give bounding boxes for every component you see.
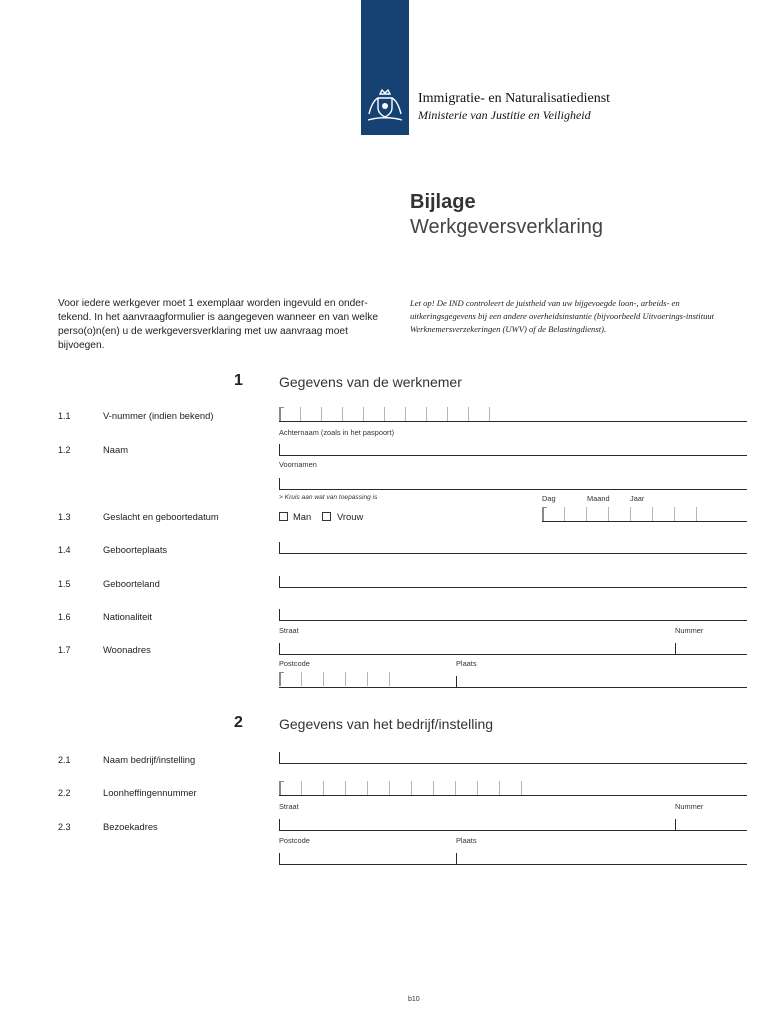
geboortedatum-field[interactable]: [542, 505, 718, 521]
straat-label: Straat: [279, 626, 299, 635]
straat-underline: [279, 654, 747, 655]
geboorteplaats-field[interactable]: [279, 542, 280, 553]
row-number: 1.5: [58, 579, 71, 589]
geboorteland-underline: [279, 587, 747, 588]
row-label-naam: Naam: [103, 444, 129, 455]
bedrijf-straat-label: Straat: [279, 802, 299, 811]
dag-label: Dag: [542, 494, 556, 503]
section-1-title: Gegevens van de werknemer: [279, 374, 462, 390]
voornamen-field[interactable]: [279, 478, 280, 489]
geboorteplaats-underline: [279, 553, 747, 554]
organization-name: Immigratie- en Naturalisatiedienst: [418, 91, 611, 106]
row-label-bezoekadres: Bezoekadres: [103, 821, 158, 832]
row-number: 1.3: [58, 512, 71, 522]
row-label-geboorteplaats: Geboorteplaats: [103, 544, 168, 555]
row-number: 1.4: [58, 545, 71, 555]
page-code: b10: [408, 996, 420, 1003]
postcode-underline: [279, 687, 747, 688]
section-2-title: Gegevens van het bedrijf/instelling: [279, 716, 494, 732]
voornamen-underline: [279, 489, 747, 490]
row-number: 1.2: [58, 445, 71, 455]
row-number: 2.3: [58, 822, 71, 832]
loonheffingennummer-field[interactable]: [279, 779, 543, 795]
row-number: 2.1: [58, 755, 71, 765]
row-label-loonheffingennummer: Loonheffingennummer: [103, 787, 197, 798]
bedrijf-straat-underline: [279, 830, 747, 831]
nummer-field[interactable]: [675, 643, 676, 654]
checkbox-hint: > Kruis aan wat van toepassing is: [279, 494, 378, 501]
maand-label: Maand: [587, 494, 610, 503]
row-label-naam-bedrijf: Naam bedrijf/instelling: [103, 754, 196, 765]
bedrijf-nummer-label: Nummer: [675, 802, 704, 811]
bedrijf-plaats-label: Plaats: [456, 836, 477, 845]
bedrijf-nummer-field[interactable]: [675, 819, 676, 830]
row-label-geboorteland: Geboorteland: [103, 578, 160, 589]
row-number: 1.7: [58, 645, 71, 655]
checkbox-man-label: Man: [293, 511, 312, 522]
section-1-number: 1: [234, 372, 243, 389]
row-number: 1.1: [58, 411, 71, 421]
bedrijf-plaats-field[interactable]: [456, 853, 457, 864]
bedrijf-postcode-underline: [279, 864, 747, 865]
row-label-nationaliteit: Nationaliteit: [103, 611, 152, 622]
row-number: 2.2: [58, 788, 71, 798]
document-subtitle: Werkgeversverklaring: [410, 216, 604, 238]
plaats-label: Plaats: [456, 659, 477, 668]
jaar-label: Jaar: [630, 494, 645, 503]
loonheffingennummer-underline: [279, 795, 747, 796]
straat-field[interactable]: [279, 643, 280, 654]
nationaliteit-underline: [279, 620, 747, 621]
row-label-geslacht: Geslacht en geboortedatum: [103, 511, 219, 522]
naam-bedrijf-underline: [279, 763, 747, 764]
intro-warning: Let op! De IND controleert de juistheid van uw bijgevoegde loon-, arbeids- en uitkeringsgegevens bij een andere overheidsinstantie (bijvoorbeeld Uitvoerings-instituut Werknemersverzekeringen (UWV) of de Belastingdienst).: [410, 298, 715, 334]
ministry-name: Ministerie van Justitie en Veiligheid: [418, 108, 591, 122]
geboortedatum-underline: [542, 521, 747, 522]
row-label-woonadres: Woonadres: [103, 644, 151, 655]
achternaam-label: Achternaam (zoals in het paspoort): [279, 428, 395, 437]
checkbox-vrouw-label: Vrouw: [337, 511, 364, 522]
nationaliteit-field[interactable]: [279, 609, 280, 620]
row-label-v-nummer: V-nummer (indien bekend): [103, 410, 214, 421]
bedrijf-postcode-label: Postcode: [279, 836, 310, 845]
row-number: 1.6: [58, 612, 71, 622]
bedrijf-straat-field[interactable]: [279, 819, 280, 830]
achternaam-underline: [279, 455, 747, 456]
v-nummer-underline: [279, 421, 747, 422]
postcode-label: Postcode: [279, 659, 310, 668]
section-2-number: 2: [234, 714, 243, 731]
achternaam-field[interactable]: [279, 444, 280, 455]
voornamen-label: Voornamen: [279, 460, 317, 469]
postcode-field[interactable]: [279, 670, 411, 686]
intro-instructions: Voor iedere werkgever moet 1 exemplaar worden ingevuld en onder-tekend. In het aanvraagformulier is aangegeven wanneer en van welke perso(o)n(en) u de werkgeversverklaring met uw aanvraag moet bijvoegen.: [58, 298, 378, 351]
bedrijf-postcode-field[interactable]: [279, 853, 280, 864]
geboorteland-field[interactable]: [279, 576, 280, 587]
document-title: Bijlage: [410, 191, 476, 213]
coat-of-arms-icon: [363, 84, 407, 128]
v-nummer-field[interactable]: [279, 405, 510, 421]
checkbox-man[interactable]: [279, 512, 288, 521]
nummer-label: Nummer: [675, 626, 704, 635]
checkbox-vrouw[interactable]: [322, 512, 331, 521]
naam-bedrijf-field[interactable]: [279, 752, 280, 763]
plaats-field[interactable]: [456, 676, 457, 687]
